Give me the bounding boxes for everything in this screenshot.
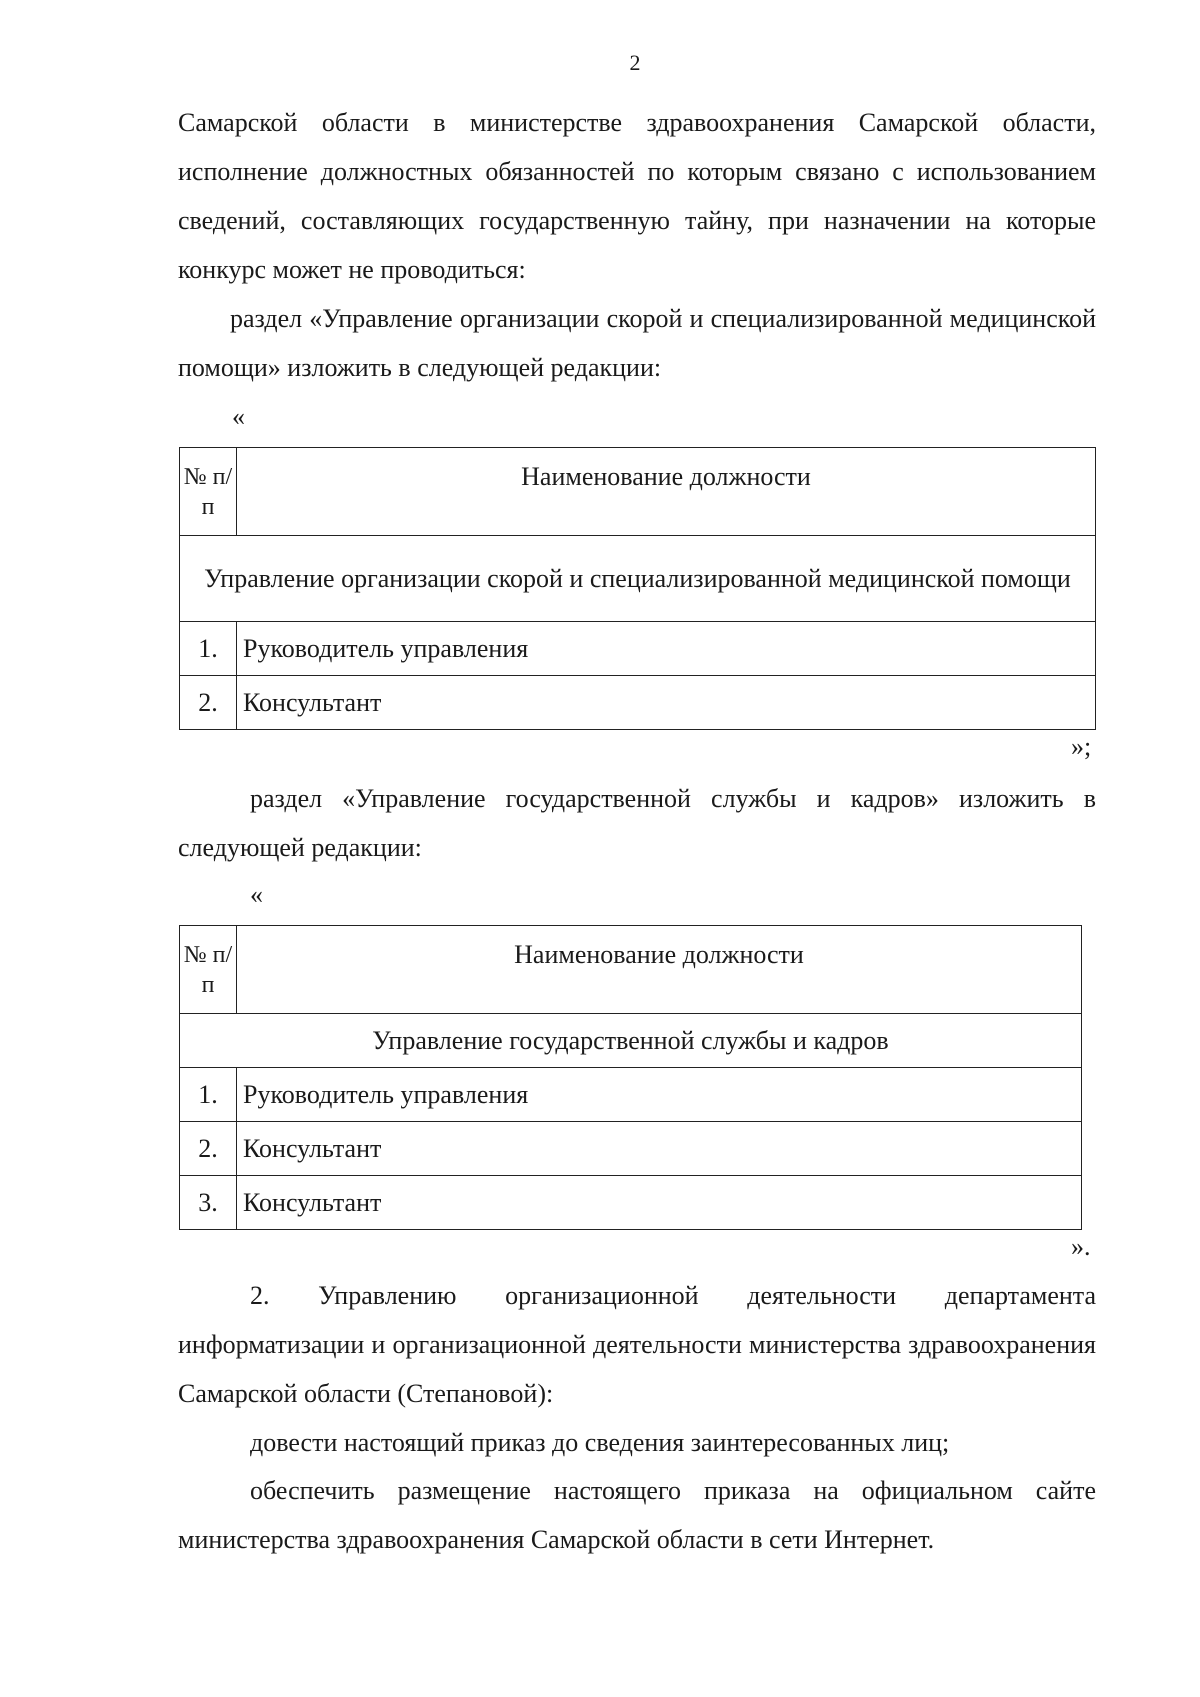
position-name: Руководитель управления xyxy=(237,1068,1082,1122)
table-row xyxy=(180,622,1096,676)
position-name: Консультант xyxy=(237,676,1096,730)
table1 xyxy=(179,447,1096,730)
position-name: Консультант xyxy=(237,1176,1082,1230)
row-number: 3. xyxy=(180,1176,237,1230)
table1-section-row xyxy=(180,536,1096,622)
table2-num-header: № п/п xyxy=(180,926,237,1014)
table1-name-header: Наименование должности xyxy=(237,448,1096,536)
row-number: 2. xyxy=(180,676,237,730)
bullet-publish: обеспечить размещение настоящего приказа на официальном сайте министерства здравоохранения Самарской области в сети Интернет. xyxy=(178,1476,1096,1554)
table1-quote-close: »; xyxy=(1071,732,1092,761)
table-row xyxy=(180,1176,1082,1230)
position-name: Руководитель управления xyxy=(237,622,1096,676)
row-number: 1. xyxy=(180,622,237,676)
bullet-distribute: довести настоящий приказ до сведения заинтересованных лиц; xyxy=(250,1428,950,1457)
table-row xyxy=(180,1068,1082,1122)
table-row xyxy=(180,676,1096,730)
table2-section-title: Управление государственной службы и кадров xyxy=(180,1014,1082,1068)
table2-section-row xyxy=(180,1014,1082,1068)
position-name: Консультант xyxy=(237,1122,1082,1176)
table-row xyxy=(180,1122,1082,1176)
row-number: 2. xyxy=(180,1122,237,1176)
table1-quote-open: « xyxy=(232,402,245,431)
section1-paragraph: раздел «Управление организации скорой и специализированной медицинской помощи» изложить в следующей редакции: xyxy=(178,304,1096,382)
table2-quote-open: « xyxy=(250,880,263,909)
page-number: 2 xyxy=(629,50,641,75)
table1-section-title: Управление организации скорой и специализированной медицинской помощи xyxy=(180,536,1096,622)
table2-quote-close: ». xyxy=(1071,1232,1091,1261)
table1-header-row xyxy=(180,448,1096,536)
table2-name-header: Наименование должности xyxy=(237,926,1082,1014)
table2-header-row xyxy=(180,926,1082,1014)
row-number: 1. xyxy=(180,1068,237,1122)
item2-paragraph: 2. Управлению организационной деятельности департамента информатизации и организационной деятельности министерства здравоохранения Самарской области (Степановой): xyxy=(178,1281,1096,1408)
table1-num-header: № п/п xyxy=(180,448,237,536)
table2 xyxy=(179,925,1082,1230)
intro-paragraph: Самарской области в министерстве здравоохранения Самарской области, исполнение должностных обязанностей по которым связано с использованием сведений, составляющих государственную тайну, при назначении на которые конкурс может не проводиться: xyxy=(178,108,1096,284)
section2-paragraph: раздел «Управление государственной службы и кадров» изложить в следующей редакции: xyxy=(178,784,1096,862)
